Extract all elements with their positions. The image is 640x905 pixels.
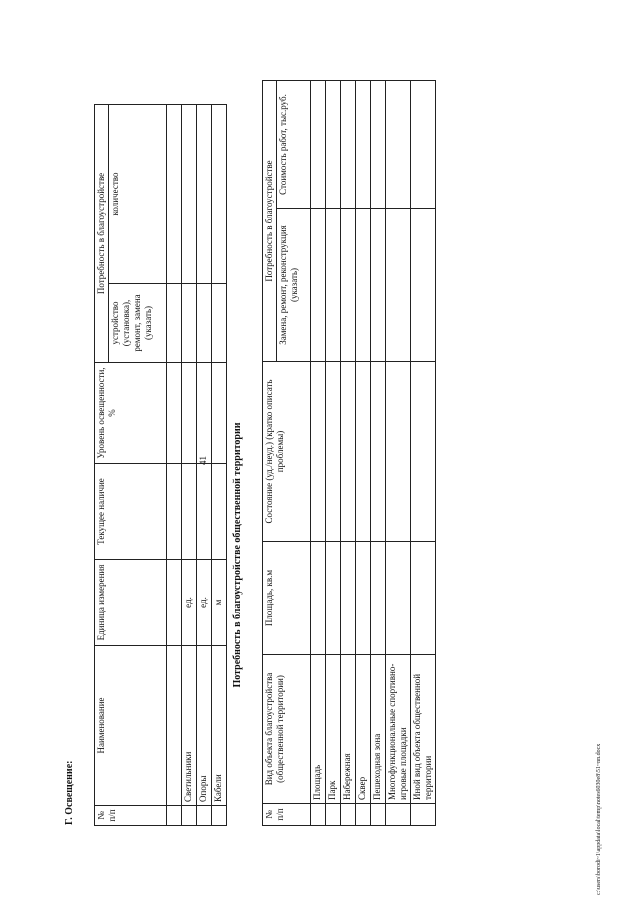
row-unit: м [212, 560, 227, 646]
table-cell [182, 284, 197, 363]
table-cell [167, 104, 182, 283]
table-cell [386, 209, 411, 362]
table-cell [341, 80, 356, 208]
table-cell [326, 209, 341, 362]
table-cell [371, 804, 386, 826]
row-type: Иной вид объекта общественной территории [411, 655, 436, 804]
page-number: 41 [198, 456, 208, 465]
table-row [311, 80, 326, 825]
table-cell [411, 362, 436, 542]
table-row [386, 80, 411, 825]
row-name: Опоры [197, 646, 212, 806]
table-cell [356, 362, 371, 542]
table-cell [341, 362, 356, 542]
header-unit: Единица измерения [95, 560, 167, 646]
lighting-table [94, 104, 227, 826]
row-type: Многофункциональные спортивно-игровые площадки [386, 655, 411, 804]
table-cell [371, 362, 386, 542]
table-row [197, 104, 212, 825]
table-cell [167, 806, 182, 826]
row-name: Светильники [182, 646, 197, 806]
table-cell [182, 464, 197, 560]
table-row [182, 104, 197, 825]
table-cell [341, 542, 356, 655]
header-quantity: количество [109, 104, 167, 283]
table-cell [371, 542, 386, 655]
table-cell [411, 80, 436, 208]
header-state: Состояние (уд./неуд.) (кратко описать проблемы) [263, 362, 311, 542]
table-cell [167, 646, 182, 806]
table-cell [167, 560, 182, 646]
table-cell [212, 464, 227, 560]
table-cell [386, 362, 411, 542]
table-cell [167, 363, 182, 464]
table-cell [326, 542, 341, 655]
header-need: Потребность в благоустройстве [95, 104, 109, 362]
row-unit: ед. [182, 560, 197, 646]
territory-title: Потребность в благоустройстве общественной территории [232, 422, 243, 688]
table-cell [356, 209, 371, 362]
table-cell [167, 464, 182, 560]
table-cell [411, 209, 436, 362]
table-cell [326, 804, 341, 826]
table-cell [212, 104, 227, 283]
header-type: Вид объекта благоустройства (общественной территории) [263, 655, 311, 804]
header-need: Потребность в благоустройстве [263, 80, 277, 361]
row-type: Парк [326, 655, 341, 804]
table-row [326, 80, 341, 825]
table-cell [311, 209, 326, 362]
header-num: № п/п [263, 804, 311, 826]
table-cell [356, 80, 371, 208]
table-cell [341, 209, 356, 362]
table-cell [356, 804, 371, 826]
header-num: № п/п [95, 806, 167, 826]
table-cell [411, 804, 436, 826]
table-cell [197, 363, 212, 464]
row-type: Пешеходная зона [371, 655, 386, 804]
table-cell [182, 806, 197, 826]
header-cost: Стоимость работ, тыс.руб. [277, 80, 311, 208]
table-cell [167, 284, 182, 363]
table-cell [386, 80, 411, 208]
territory-table [262, 80, 436, 826]
header-level: Уровень освещенности, % [95, 363, 167, 464]
table-cell [311, 80, 326, 208]
table-row [411, 80, 436, 825]
row-unit: ед. [197, 560, 212, 646]
table-cell [197, 464, 212, 560]
table-row [356, 80, 371, 825]
header-name: Наименование [95, 646, 167, 806]
header-install: устройство (установка), ремонт, замена (указать) [109, 284, 167, 363]
header-current: Текущее наличие [95, 464, 167, 560]
footer-path: c:\users\borodi~1\appdata\local\temp\notes6030e8\51~nn.docx [596, 743, 602, 895]
row-type: Сквер [356, 655, 371, 804]
table-cell [212, 363, 227, 464]
table-cell [371, 80, 386, 208]
row-name: Кабели [212, 646, 227, 806]
table-cell [197, 806, 212, 826]
section-title: Г. Освещение: [64, 760, 75, 825]
table-cell [197, 284, 212, 363]
table-cell [182, 104, 197, 283]
table-cell [326, 80, 341, 208]
table-row [371, 80, 386, 825]
table-cell [212, 284, 227, 363]
table-cell [386, 542, 411, 655]
table-cell [197, 104, 212, 283]
row-type: Площадь [311, 655, 326, 804]
table-row [212, 104, 227, 825]
table-cell [386, 804, 411, 826]
header-replace: Замена, ремонт, реконструкция (указать) [277, 209, 311, 362]
table-cell [212, 806, 227, 826]
table-cell [371, 209, 386, 362]
table-cell [341, 804, 356, 826]
table-cell [182, 363, 197, 464]
header-area: Площадь, кв.м [263, 542, 311, 655]
table-cell [311, 804, 326, 826]
table-cell [326, 362, 341, 542]
table-cell [411, 542, 436, 655]
table-cell [311, 362, 326, 542]
table-row [341, 80, 356, 825]
row-type: Набережная [341, 655, 356, 804]
table-cell [356, 542, 371, 655]
table-cell [311, 542, 326, 655]
